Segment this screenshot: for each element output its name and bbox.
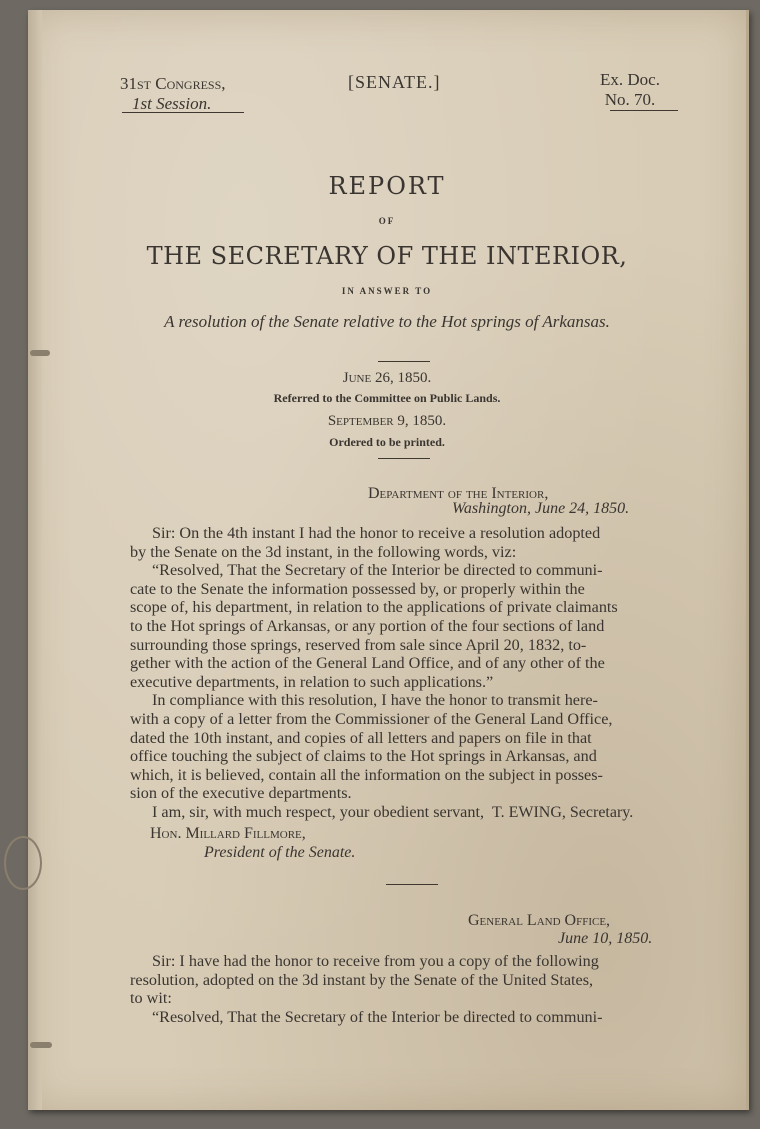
header-doc-number: No. 70. — [604, 90, 656, 109]
title-of: OF — [378, 216, 396, 226]
binding-string-knot — [30, 350, 50, 356]
dates-divider — [378, 458, 430, 459]
letter2-line: resolution, adopted on the 3d instant by the Senate of the United States, — [130, 970, 594, 989]
title-secretary: THE SECRETARY OF THE INTERIOR, — [146, 242, 628, 270]
title-in-answer: IN ANSWER TO — [341, 286, 433, 296]
letter2-line: “Resolved, That the Secretary of the Interior be directed to communi- — [152, 1007, 603, 1026]
letter1-line: sion of the executive departments. — [130, 784, 352, 803]
letter1-line: gether with the action of the General Land Office, and of any other of the — [130, 654, 605, 673]
letter1-line: dated the 10th instant, and copies of all letters and papers on file in that — [130, 728, 592, 747]
signature-text: T. EWING, Secretary. — [492, 804, 634, 821]
letter1-line: to the Hot springs of Arkansas, or any portion of the four sections of land — [130, 616, 605, 635]
header-congress-block — [120, 74, 226, 114]
letter1-signature — [492, 804, 633, 822]
letter1-line: cate to the Senate the information possessed by, or properly within the — [130, 579, 585, 598]
date-referred: June 26, 1850. — [342, 370, 432, 386]
header-chamber: [SENATE.] — [348, 72, 441, 92]
letter1-line: In compliance with this resolution, I have the honor to transmit here- — [152, 691, 598, 710]
binding-string-loop — [4, 836, 42, 890]
letter2-line: to wit: — [130, 989, 172, 1008]
letter1-line: executive departments, in relation to such applications.” — [130, 672, 494, 691]
letter1-department: Department of the Interior, — [368, 485, 549, 502]
binding-string-knot — [30, 1042, 52, 1048]
header-right-rule — [610, 110, 678, 111]
letter1-place-date: Washington, June 24, 1850. — [452, 500, 630, 517]
letter1-addressee-title: President of the Senate. — [204, 844, 356, 861]
title-resolution: A resolution of the Senate relative to the Hot springs of Arkansas. — [164, 312, 610, 331]
letter1-line: by the Senate on the 3d instant, in the following words, viz: — [130, 542, 517, 561]
letter2-line: Sir: I have had the honor to receive from you a copy of the following — [152, 952, 599, 970]
title-divider — [378, 361, 430, 362]
letter1-line: “Resolved, That the Secretary of the Interior be directed to communi- — [152, 561, 603, 580]
title-report: REPORT — [328, 172, 446, 200]
letter2-office: General Land Office, — [468, 912, 611, 929]
letters-divider — [386, 884, 438, 885]
note-referred: Referred to the Committee on Public Lands. — [273, 391, 501, 405]
letter1-line: with a copy of a letter from the Commissioner of the General Land Office, — [130, 709, 613, 728]
date-printed: September 9, 1850. — [327, 413, 447, 429]
header-session: 1st Session. — [132, 94, 212, 113]
letter1-line: Sir: On the 4th instant I had the honor to receive a resolution adopted — [152, 524, 601, 542]
note-printed: Ordered to be printed. — [329, 435, 445, 449]
document-page — [28, 10, 749, 1110]
header-congress: 31st Congress, — [120, 74, 226, 93]
letter1-line: I am, sir, with much respect, your obedient servant, — [152, 802, 485, 821]
header-doc-type: Ex. Doc. — [600, 70, 660, 89]
letter1-addressee: Hon. Millard Fillmore, — [150, 825, 306, 842]
letter2-date: June 10, 1850. — [558, 930, 653, 947]
letter1-body — [130, 524, 686, 822]
letter2-body — [130, 952, 690, 1026]
header-left-rule — [122, 112, 244, 113]
letter1-line: office touching the subject of claims to the Hot springs in Arkansas, and — [130, 747, 597, 766]
header-doc-block — [600, 70, 660, 110]
letter1-line: which, it is believed, contain all the information on the subject in posses- — [130, 765, 603, 784]
letter1-line: surrounding those springs, reserved from sale since April 20, 1832, to- — [130, 635, 587, 654]
letter1-line: scope of, his department, in relation to the applications of private claimants — [130, 598, 618, 617]
